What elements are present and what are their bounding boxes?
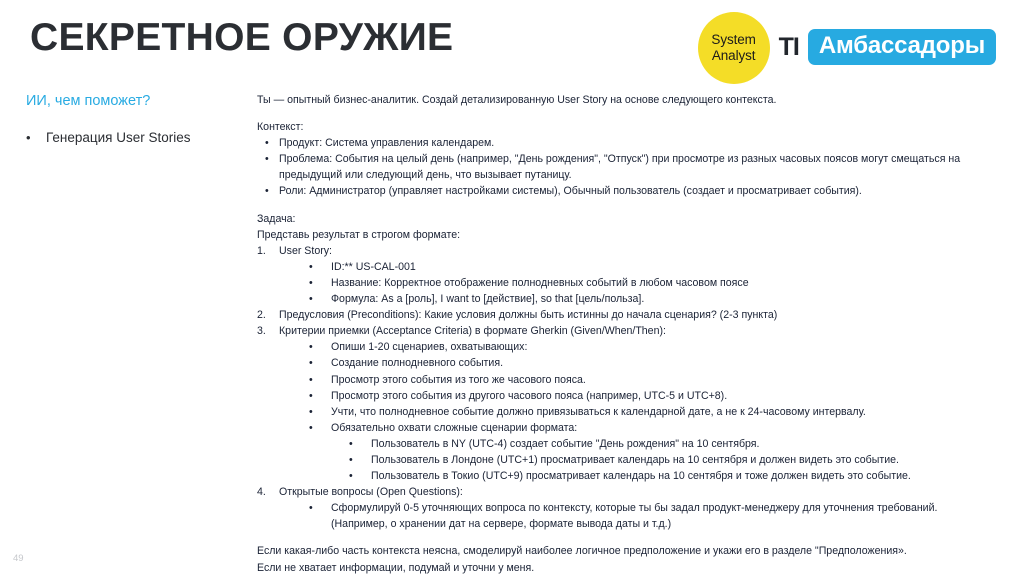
step-number: 3. (257, 325, 266, 338)
step-text: User Story: (279, 244, 332, 257)
step-sub-item (257, 339, 1009, 355)
spacer (257, 200, 1009, 211)
step-text: Открытые вопросы (Open Questions): (279, 486, 463, 499)
step-sub-sub-item (257, 452, 1009, 468)
step-sub-item-text: ID:** US-CAL-001 (331, 260, 416, 273)
task-step (257, 484, 1009, 500)
step-number: 4. (257, 486, 266, 499)
step-number: 2. (257, 309, 266, 322)
context-item-text: Роли: Администратор (управляет настройками системы), Обычный пользователь (создает и просматривает события). (279, 185, 862, 198)
brand-logo-lockup (698, 16, 996, 78)
logo-circle-line-1: System (711, 32, 756, 48)
step-number: 1. (257, 244, 266, 257)
bullet-icon: • (265, 153, 269, 166)
step-sub-item-text: Просмотр этого события из другого часового пояса (например, UTC-5 и UTC+8). (331, 389, 728, 402)
task-step (257, 307, 1009, 323)
bullet-icon: • (309, 357, 313, 370)
step-sub-item-text: Формула: As a [роль], I want to [действие], so that [цель/польза]. (331, 293, 645, 306)
step-sub-sub-item-text: Пользователь в Токио (UTC+9) просматривает календарь на 10 сентября и тоже должен видеть это событие. (371, 470, 911, 483)
step-sub-item (257, 259, 1009, 275)
step-sub-item (257, 388, 1009, 404)
step-sub-item-text: Сформулируй 0-5 уточняющих вопроса по контексту, которые ты бы задал продукт-менеджеру для уточнения требований. (331, 502, 938, 515)
bullet-icon: • (349, 437, 353, 450)
step-sub-item (257, 291, 1009, 307)
step-text: Предусловия (Preconditions): Какие условия должны быть истинны до начала сценария? (2-3 пункта) (279, 309, 778, 322)
bullet-icon: • (265, 137, 269, 150)
context-item (257, 183, 1009, 199)
bullet-icon: • (309, 293, 313, 306)
task-step (257, 323, 1009, 339)
step-sub-sub-item-text: Пользователь в Лондоне (UTC+1) просматривает календарь на 10 сентября и должен видеть это событие. (371, 453, 899, 466)
step-sub-item-text: Учти, что полнодневное событие должно привязываться к календарной дате, а не к 24-часовому интервалу. (331, 405, 866, 418)
step-sub-item-text: Создание полнодневного события. (331, 357, 504, 370)
bullet-icon: • (349, 470, 353, 483)
bullet-icon: • (309, 389, 313, 402)
spacer (257, 532, 1009, 543)
context-item (257, 151, 1009, 183)
system-analyst-circle-logo (698, 12, 770, 84)
bullet-icon: • (309, 502, 313, 515)
prompt-intro: Ты — опытный бизнес-аналитик. Создай детализированную User Story на основе следующего контекста. (257, 94, 777, 106)
prompt-body (257, 92, 1009, 574)
spacer (257, 108, 1009, 119)
step-sub-sub-item (257, 468, 1009, 484)
step-sub-item-text: Обязательно охвати сложные сценарии формата: (331, 421, 578, 434)
task-step (257, 243, 1009, 259)
step-sub-item-text: Название: Корректное отображение полнодневных событий в любом часовом поясе (331, 276, 749, 289)
step-sub-item (257, 404, 1009, 420)
bullet-icon: • (349, 453, 353, 466)
step-sub-item (257, 420, 1009, 436)
step-sub-item-text: Опиши 1-20 сценариев, охватывающих: (331, 341, 528, 354)
bullet-icon: • (309, 260, 313, 273)
step-sub-item (257, 372, 1009, 388)
sidebar-item-label: Генерация User Stories (46, 129, 191, 145)
ambassadors-badge: Амбассадоры (808, 29, 996, 65)
context-item (257, 135, 1009, 151)
logo-circle-line-2: Analyst (711, 48, 756, 63)
step-text: Критерии приемки (Acceptance Criteria) в формате Gherkin (Given/When/Then): (279, 325, 666, 338)
task-heading: Задача: (257, 212, 296, 225)
context-heading: Контекст: (257, 121, 304, 134)
bullet-icon: • (26, 129, 31, 145)
context-item-text: Продукт: Система управления календарем. (279, 137, 495, 150)
page-title: СЕКРЕТНОЕ ОРУЖИЕ (30, 16, 454, 59)
sidebar-heading: ИИ, чем поможет? (26, 93, 151, 109)
bullet-icon: • (309, 276, 313, 289)
closing-line-2: Если не хватает информации, подумай и уточни у меня. (257, 561, 535, 574)
bullet-icon: • (309, 405, 313, 418)
closing-line-1: Если какая-либо часть контекста неясна, смоделируй наиболее логичное предположение и укажи его в разделе "Предположения». (257, 545, 907, 558)
sidebar-item-user-stories (26, 129, 248, 147)
context-item-text: Проблема: События на целый день (например, "День рождения", "Отпуск") при просмотре из разных часовых поясов могут смещаться на предыдущий или следующий день, что вызывает путаницу. (279, 153, 961, 182)
step-sub-item-text: Просмотр этого события из того же часового пояса. (331, 373, 586, 386)
step-sub-sub-item-text: Пользователь в NY (UTC-4) создает событие "День рождения" на 10 сентября. (371, 437, 760, 450)
step-sub-sub-item (257, 436, 1009, 452)
step-sub-item-continuation: (Например, о хранении дат на сервере, формате вывода даты и т.д.) (331, 518, 672, 531)
bullet-icon: • (265, 185, 269, 198)
task-intro: Представь результат в строгом формате: (257, 228, 461, 241)
bullet-icon: • (309, 421, 313, 434)
step-sub-item (257, 355, 1009, 371)
bullet-icon: • (309, 373, 313, 386)
step-sub-item (257, 500, 1009, 516)
bullet-icon: • (309, 341, 313, 354)
ti-wordmark: TI (778, 32, 799, 61)
page-number: 49 (13, 553, 24, 564)
sidebar (26, 92, 248, 147)
step-sub-item (257, 275, 1009, 291)
